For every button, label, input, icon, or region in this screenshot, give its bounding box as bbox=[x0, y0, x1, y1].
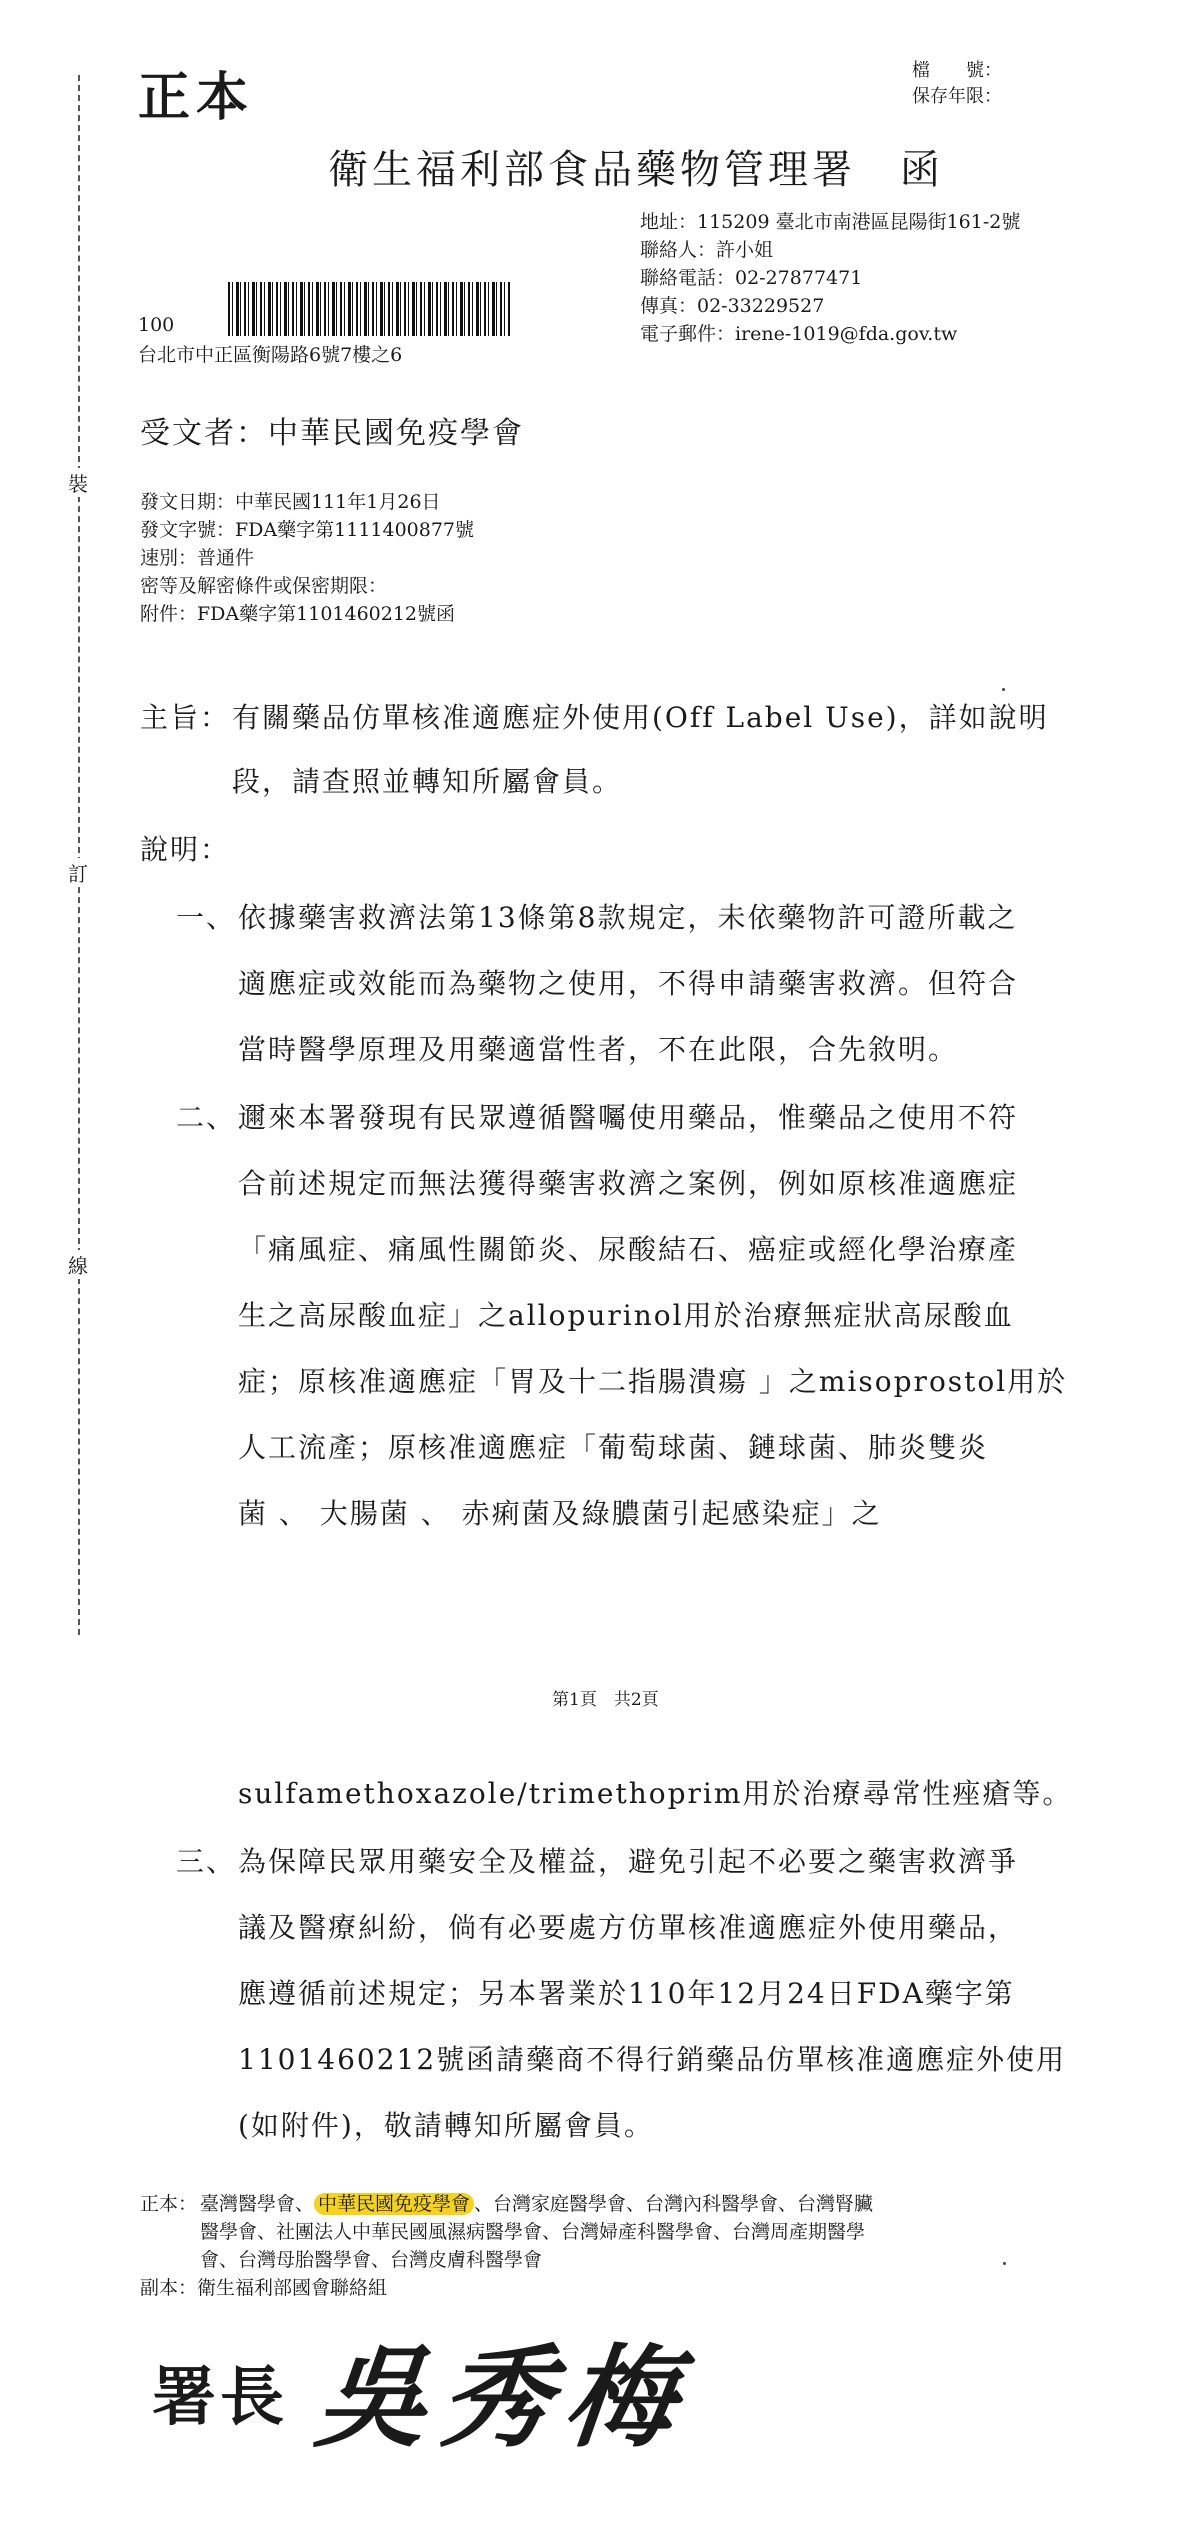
original-recipients-pre: 臺灣醫學會、 bbox=[200, 2193, 315, 2215]
contact-person: 聯絡人：許小姐 bbox=[640, 239, 774, 261]
document-number: 發文字號：FDA藥字第1111400877號 bbox=[140, 519, 475, 541]
item-1-line: 當時醫學原理及用藥適當性者，不在此限，合先敘明。 bbox=[238, 1033, 959, 1066]
signature-title: 署長 bbox=[152, 2360, 288, 2435]
subject-line-2: 段，請查照並轉知所屬會員。 bbox=[232, 765, 623, 798]
binding-mark-xian: 線 bbox=[68, 1250, 88, 1279]
item-2-line: 合前述規定而無法獲得藥害救濟之案例，例如原核准適應症 bbox=[238, 1167, 1019, 1200]
binding-mark-zhuang: 裝 bbox=[68, 468, 88, 497]
item-2-number: 二、 bbox=[176, 1101, 237, 1134]
delivery-speed: 速別：普通件 bbox=[140, 547, 255, 569]
item-3-line: 議及醫療糾紛，倘有必要處方仿單核准適應症外使用藥品， bbox=[238, 1911, 1019, 1944]
retention-period-label: 保存年限： bbox=[912, 86, 1002, 107]
subject-line-1: 有關藥品仿單核准適應症外使用(Off Label Use)，詳如說明 bbox=[232, 701, 1049, 734]
contact-phone: 聯絡電話：02-27877471 bbox=[640, 267, 863, 289]
item-3-number: 三、 bbox=[176, 1845, 237, 1878]
page-footer: 第1頁 共2頁 bbox=[552, 1690, 659, 1710]
item-1-number: 一、 bbox=[176, 901, 237, 934]
item-3-line: 1101460212號函請藥商不得行銷藥品仿單核准適應症外使用 bbox=[238, 2043, 1067, 2076]
issue-date: 發文日期：中華民國111年1月26日 bbox=[140, 491, 441, 513]
attachment: 附件：FDA藥字第1101460212號函 bbox=[140, 603, 456, 625]
item-1-line: 適應症或效能而為藥物之使用，不得申請藥害救濟。但符合 bbox=[238, 967, 1019, 1000]
contact-email: 電子郵件：irene-1019@fda.gov.tw bbox=[640, 323, 958, 345]
item-2-line: 菌 、 大腸菌 、 赤痢菌及綠膿菌引起感染症」之 bbox=[238, 1497, 882, 1530]
mailing-zip: 100 bbox=[138, 314, 175, 336]
explanation-label: 說明： bbox=[140, 833, 231, 866]
mailing-address: 台北市中正區衡陽路6號7樓之6 bbox=[138, 344, 403, 366]
signature-name: 吳秀梅 bbox=[310, 2333, 696, 2462]
copy-recipients: 副本：衛生福利部國會聯絡組 bbox=[140, 2277, 388, 2299]
item-2-line: 人工流產；原核准適應症「葡萄球菌、鏈球菌、肺炎雙炎 bbox=[238, 1431, 989, 1464]
contact-address: 地址：115209 臺北市南港區昆陽街161-2號 bbox=[640, 211, 1021, 233]
item-2-continued: sulfamethoxazole/trimethoprim用於治療尋常性痤瘡等。 bbox=[238, 1777, 1073, 1810]
original-recipients-line-1 bbox=[200, 2190, 873, 2218]
archive-number-label: 檔 號： bbox=[912, 60, 1002, 81]
binding-mark-ding: 訂 bbox=[68, 858, 88, 887]
scan-speck bbox=[1002, 688, 1005, 691]
item-3-line: 應遵循前述規定；另本署業於110年12月24日FDA藥字第 bbox=[238, 1977, 1015, 2010]
original-recipients-line-2: 醫學會、社團法人中華民國風濕病醫學會、台灣婦產科醫學會、台灣周產期醫學 bbox=[200, 2221, 866, 2243]
original-recipients-post: 、台灣家庭醫學會、台灣內科醫學會、台灣腎臟 bbox=[474, 2193, 874, 2215]
item-2-line: 邇來本署發現有民眾遵循醫囑使用藥品，惟藥品之使用不符 bbox=[238, 1101, 1019, 1134]
item-2-line: 症；原核准適應症「胃及十二指腸潰瘍 」之misoprostol用於 bbox=[238, 1365, 1068, 1398]
binding-line bbox=[78, 75, 80, 1635]
item-3-line: (如附件)，敬請轉知所屬會員。 bbox=[238, 2109, 654, 2142]
original-recipients-line-3: 會、台灣母胎醫學會、台灣皮膚科醫學會 bbox=[200, 2249, 543, 2271]
item-2-line: 「痛風症、痛風性關節炎、尿酸結石、癌症或經化學治療產 bbox=[238, 1233, 1019, 1266]
scan-speck bbox=[1003, 2262, 1006, 2265]
item-3-line: 為保障民眾用藥安全及權益，避免引起不必要之藥害救濟爭 bbox=[238, 1845, 1019, 1878]
item-1-line: 依據藥害救濟法第13條第8款規定，未依藥物許可證所載之 bbox=[238, 901, 1018, 934]
subject-label: 主旨： bbox=[140, 701, 231, 734]
item-2-line: 生之高尿酸血症」之allopurinol用於治療無症狀高尿酸血 bbox=[238, 1299, 1014, 1332]
recipient: 受文者：中華民國免疫學會 bbox=[140, 416, 524, 451]
original-recipients-label: 正本： bbox=[140, 2193, 198, 2215]
barcode bbox=[228, 282, 510, 336]
highlighted-recipient: 中華民國免疫學會 bbox=[314, 2193, 474, 2215]
copy-type-label: 正本 bbox=[138, 67, 255, 128]
contact-fax: 傳真：02-33229527 bbox=[640, 295, 825, 317]
secrecy-level: 密等及解密條件或保密期限： bbox=[140, 575, 388, 597]
page-title: 衛生福利部食品藥物管理署 函 bbox=[328, 147, 944, 193]
